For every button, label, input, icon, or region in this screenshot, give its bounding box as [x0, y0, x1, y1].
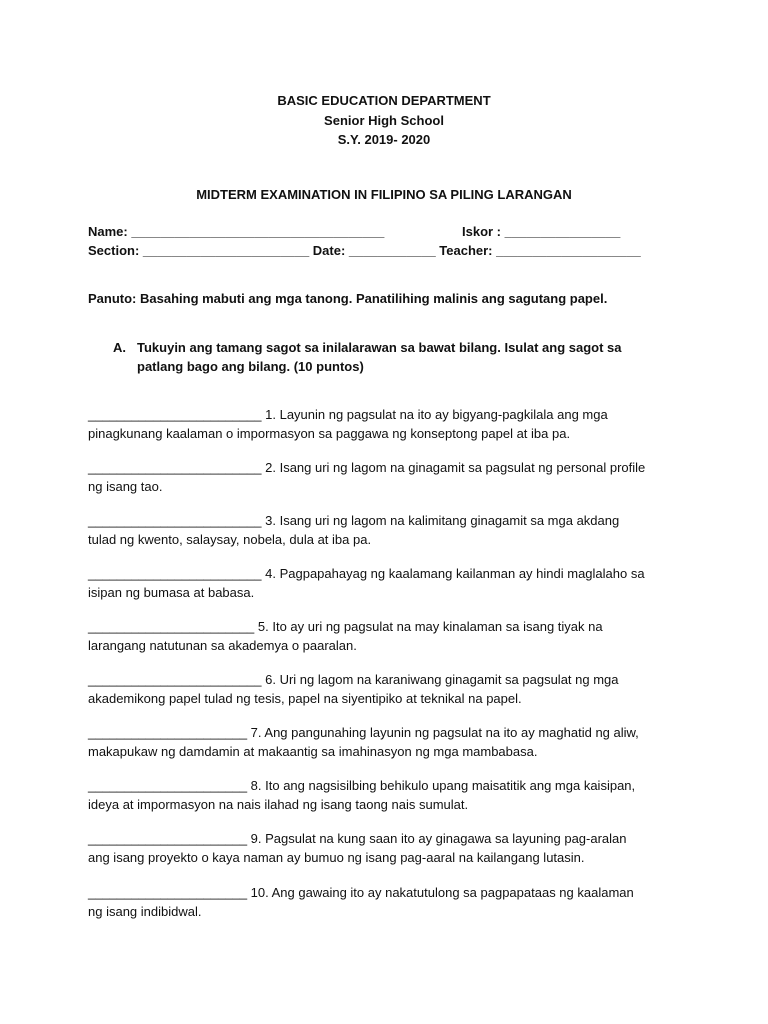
department-heading: BASIC EDUCATION DEPARTMENT [277, 93, 491, 108]
question-line2: larangang natutunan sa akademya o paaralan. [88, 638, 357, 653]
question-line2: ng isang indibidwal. [88, 904, 202, 919]
question-line1: ________________________ 4. Pagpapahayag ng kaalamang kailanman ay hindi maglalaho sa [88, 566, 645, 581]
question-item [88, 829, 688, 867]
question-line2: ng isang tao. [88, 479, 163, 494]
question-line2: pinagkunang kaalaman o impormasyon sa paggawa ng konseptong papel at iba pa. [88, 426, 571, 441]
question-line2: isipan ng bumasa at babasa. [88, 585, 255, 600]
question-line1: ________________________ 1. Layunin ng pagsulat na ito ay bigyang-pagkilala ang mga [88, 407, 608, 422]
question-line1: _______________________ 5. Ito ay uri ng pagsulat na may kinalaman sa isang tiyak na [88, 619, 603, 634]
part-a-letter: A. [113, 340, 126, 355]
instructions: Panuto: Basahing mabuti ang mga tanong. Panatilihing malinis ang sagutang papel. [88, 291, 608, 306]
question-line1: ________________________ 3. Isang uri ng lagom na kalimitang ginagamit sa mga akdang [88, 513, 620, 528]
question-line1: ________________________ 2. Isang uri ng lagom na ginagamit sa pagsulat ng personal profile [88, 460, 646, 475]
part-a-instructions-line1: Tukuyin ang tamang sagot sa inilalarawan sa bawat bilang. Isulat ang sagot sa [137, 340, 622, 355]
question-line2: ang isang proyekto o kaya naman ay bumuo ng isang pag-aaral na kailangang lutasin. [88, 850, 585, 865]
exam-title: MIDTERM EXAMINATION IN FILIPINO SA PILING LARANGAN [196, 187, 572, 202]
question-line2: makapukaw ng damdamin at makaantig sa imahinasyon ng mga mambabasa. [88, 744, 538, 759]
name-field: Name: ___________________________________ [88, 224, 385, 239]
school-heading: Senior High School [324, 113, 444, 128]
question-line1: ________________________ 6. Uri ng lagom na karaniwang ginagamit sa pagsulat ng mga [88, 672, 619, 687]
question-item [88, 723, 688, 761]
question-item [88, 670, 688, 708]
question-item [88, 776, 688, 814]
question-line2: ideya at impormasyon na nais ilahad ng isang taong nais sumulat. [88, 797, 469, 812]
school-year: S.Y. 2019- 2020 [337, 132, 431, 147]
question-item [88, 617, 688, 655]
question-line2: akademikong papel tulad ng tesis, papel na siyentipiko at teknikal na papel. [88, 691, 522, 706]
question-item [88, 883, 688, 921]
question-line2: tulad ng kwento, salaysay, nobela, dula at iba pa. [88, 532, 372, 547]
question-item [88, 564, 688, 602]
question-item [88, 405, 688, 443]
question-line1: ______________________ 7. Ang pangunahing layunin ng pagsulat na ito ay maghatid ng aliw, [88, 725, 639, 740]
question-line1: ______________________ 10. Ang gawaing ito ay nakatutulong sa pagpapataas ng kaalaman [88, 885, 634, 900]
part-a-instructions-line2: patlang bago ang bilang. (10 puntos) [137, 359, 364, 374]
question-line1: ______________________ 8. Ito ang nagsisilbing behikulo upang maisatitik ang mga kaisipan, [88, 778, 636, 793]
section-date-teacher-fields: Section: _______________________ Date: ____________ Teacher: ____________________ [88, 243, 641, 258]
question-item [88, 458, 688, 496]
question-line1: ______________________ 9. Pagsulat na kung saan ito ay ginagawa sa layuning pag-aralan [88, 831, 627, 846]
score-field: Iskor : ________________ [462, 224, 621, 239]
question-item [88, 511, 688, 549]
